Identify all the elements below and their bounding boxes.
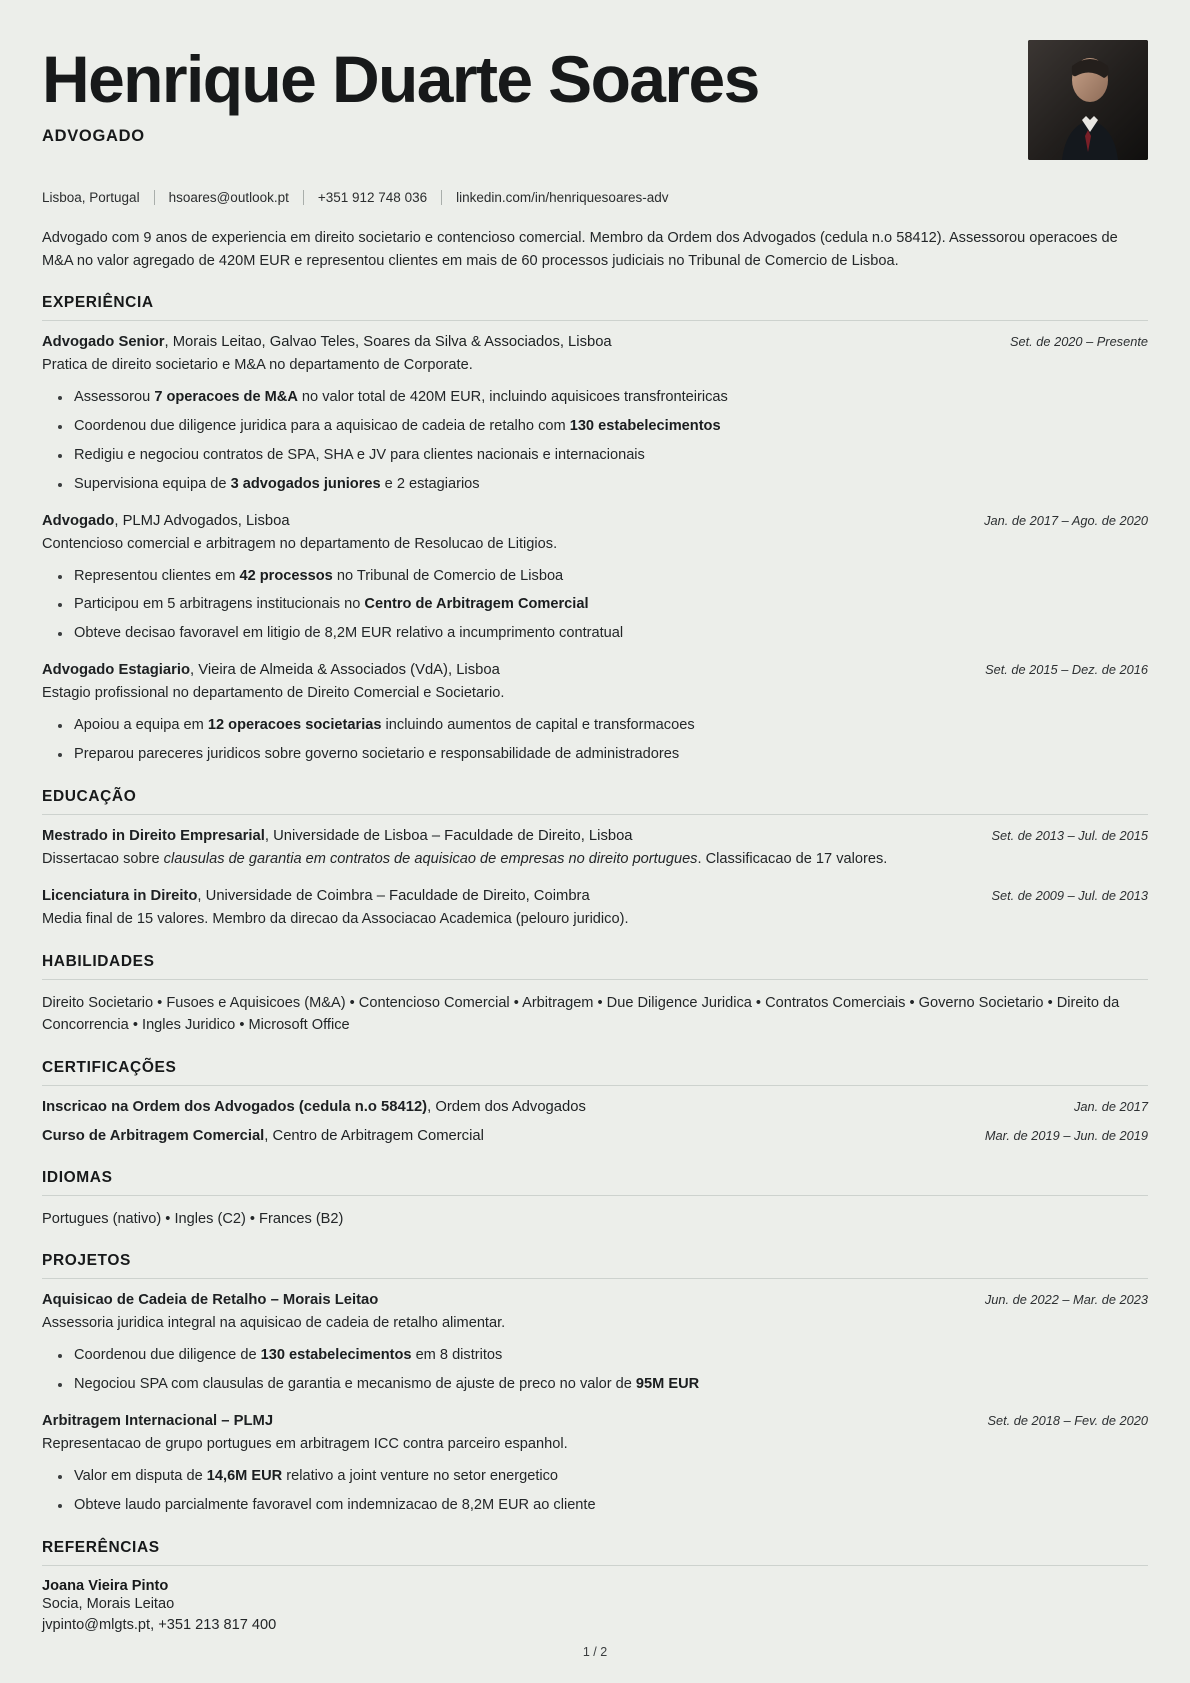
profile-photo-illustration bbox=[1028, 40, 1148, 160]
project-name: Arbitragem Internacional – PLMJ bbox=[42, 1412, 274, 1429]
entry-header bbox=[42, 827, 1148, 847]
education-entry-list bbox=[42, 827, 1148, 931]
project-description: Assessoria juridica integral na aquisicao de cadeia de retalho alimentar. bbox=[42, 1315, 506, 1332]
section-languages bbox=[42, 1169, 1148, 1231]
date-range: Jan. de 2017 – Ago. de 2020 bbox=[984, 512, 1148, 528]
certification-list bbox=[42, 1098, 1148, 1147]
contact-linkedin[interactable]: linkedin.com/in/henriquesoares-adv bbox=[456, 190, 669, 205]
education-entry bbox=[42, 827, 1148, 871]
certification-name: Inscricao na Ordem dos Advogados (cedula n.o 58412), Ordem dos Advogados bbox=[42, 1098, 586, 1115]
entry-header bbox=[42, 333, 1148, 353]
reference-contact[interactable]: jvpinto@mlgts.pt, +351 213 817 400 bbox=[42, 1617, 277, 1634]
job-role: Advogado Senior, Morais Leitao, Galvao Teles, Soares da Silva & Associados, Lisboa bbox=[42, 334, 612, 351]
list-item: Coordenou due diligence de 130 estabelecimentos em 8 distritos bbox=[74, 1345, 1148, 1367]
certification-name: Curso de Arbitragem Comercial, Centro de Arbitragem Comercial bbox=[42, 1127, 484, 1144]
entry-header bbox=[42, 1291, 1148, 1311]
certification-entry bbox=[42, 1127, 1148, 1147]
contact-divider-icon bbox=[441, 190, 442, 205]
reference-name: Joana Vieira Pinto bbox=[42, 1577, 169, 1594]
list-item: Valor em disputa de 14,6M EUR relativo a joint venture no setor energetico bbox=[74, 1466, 1148, 1488]
contact-email[interactable]: hsoares@outlook.pt bbox=[168, 190, 289, 205]
achievement-list bbox=[42, 387, 1148, 496]
date-range: Set. de 2009 – Jul. de 2013 bbox=[991, 887, 1148, 903]
contact-divider-icon bbox=[303, 190, 304, 205]
list-item: Participou em 5 arbitragens institucionais no Centro de Arbitragem Comercial bbox=[74, 594, 1148, 616]
list-item: Supervisiona equipa de 3 advogados juniores e 2 estagiarios bbox=[74, 474, 1148, 496]
degree-title: Mestrado in Direito Empresarial, Universidade de Lisboa – Faculdade de Direito, Lisboa bbox=[42, 827, 633, 844]
date-range: Jan. de 2017 bbox=[1073, 1098, 1148, 1114]
project-entry-list bbox=[42, 1291, 1148, 1516]
date-range: Set. de 2020 – Presente bbox=[1009, 334, 1148, 350]
section-title-languages: IDIOMAS bbox=[42, 1168, 113, 1186]
reference-entry bbox=[42, 1578, 1148, 1638]
section-divider bbox=[42, 1195, 1148, 1196]
project-entry bbox=[42, 1291, 1148, 1396]
languages-list: Portugues (nativo) • Ingles (C2) • Frances (B2) bbox=[42, 1210, 344, 1227]
contact-line bbox=[42, 190, 1148, 205]
degree-title: Licenciatura in Direito, Universidade de Coimbra – Faculdade de Direito, Coimbra bbox=[42, 887, 590, 904]
list-item: Negociou SPA com clausulas de garantia e mecanismo de ajuste de preco no valor de 95M EUR bbox=[74, 1374, 1148, 1396]
list-item: Assessorou 7 operacoes de M&A no valor total de 420M EUR, incluindo aquisicoes transfronteiricas bbox=[74, 387, 1148, 409]
section-title-experience: EXPERIÊNCIA bbox=[42, 294, 154, 312]
entry-header bbox=[42, 887, 1148, 907]
section-title-references: REFERÊNCIAS bbox=[42, 1538, 160, 1556]
project-entry bbox=[42, 1412, 1148, 1517]
reference-role: Socia, Morais Leitao bbox=[42, 1595, 175, 1612]
header-text-block bbox=[42, 40, 1012, 146]
experience-entry bbox=[42, 512, 1148, 646]
section-divider bbox=[42, 979, 1148, 980]
certification-entry bbox=[42, 1098, 1148, 1118]
section-divider bbox=[42, 1278, 1148, 1279]
date-range: Jun. de 2022 – Mar. de 2023 bbox=[984, 1292, 1148, 1308]
education-detail: Media final de 15 valores. Membro da direcao da Associacao Academica (pelouro juridico). bbox=[42, 910, 629, 927]
list-item: Preparou pareceres juridicos sobre governo societario e responsabilidade de administradores bbox=[74, 744, 1148, 766]
experience-entry-list bbox=[42, 333, 1148, 766]
contact-location: Lisboa, Portugal bbox=[42, 190, 140, 205]
section-education bbox=[42, 788, 1148, 931]
section-certifications bbox=[42, 1059, 1148, 1147]
job-role: Advogado, PLMJ Advogados, Lisboa bbox=[42, 512, 290, 529]
list-item: Obteve decisao favoravel em litigio de 8,2M EUR relativo a incumprimento contratual bbox=[74, 623, 1148, 645]
list-item: Coordenou due diligence juridica para a aquisicao de cadeia de retalho com 130 estabelecimentos bbox=[74, 416, 1148, 438]
section-references bbox=[42, 1539, 1148, 1638]
page-indicator: 1 / 2 bbox=[582, 1645, 608, 1659]
section-divider bbox=[42, 814, 1148, 815]
reference-list bbox=[42, 1578, 1148, 1638]
section-title-projects: PROJETOS bbox=[42, 1252, 131, 1270]
list-item: Apoiou a equipa em 12 operacoes societarias incluindo aumentos de capital e transformacoes bbox=[74, 715, 1148, 737]
section-experience bbox=[42, 294, 1148, 766]
section-title-education: EDUCAÇÃO bbox=[42, 787, 137, 805]
project-name: Aquisicao de Cadeia de Retalho – Morais Leitao bbox=[42, 1292, 379, 1309]
avatar bbox=[1028, 40, 1148, 160]
section-title-certifications: CERTIFICAÇÕES bbox=[42, 1058, 177, 1076]
entry-header bbox=[42, 1412, 1148, 1432]
experience-entry bbox=[42, 661, 1148, 766]
job-description: Pratica de direito societario e M&A no departamento de Corporate. bbox=[42, 357, 473, 374]
date-range: Set. de 2015 – Dez. de 2016 bbox=[985, 662, 1148, 678]
education-detail: Dissertacao sobre clausulas de garantia em contratos de aquisicao de empresas no direito portugues. Classificacao de 17 valores. bbox=[42, 850, 888, 867]
job-title: ADVOGADO bbox=[42, 127, 145, 146]
date-range: Mar. de 2019 – Jun. de 2019 bbox=[984, 1127, 1148, 1143]
page-title: Henrique Duarte Soares bbox=[42, 42, 759, 116]
contact-divider-icon bbox=[154, 190, 155, 205]
achievement-list bbox=[42, 1466, 1148, 1517]
section-divider bbox=[42, 1085, 1148, 1086]
education-entry bbox=[42, 887, 1148, 931]
job-description: Contencioso comercial e arbitragem no departamento de Resolucao de Litigios. bbox=[42, 535, 558, 552]
section-title-skills: HABILIDADES bbox=[42, 952, 155, 970]
achievement-list bbox=[42, 566, 1148, 646]
page-footer bbox=[0, 1645, 1190, 1659]
section-divider bbox=[42, 1565, 1148, 1566]
section-divider bbox=[42, 320, 1148, 321]
section-skills bbox=[42, 953, 1148, 1037]
skills-list: Direito Societario • Fusoes e Aquisicoes (M&A) • Contencioso Comercial • Arbitragem • Due Diligence Juridica • Contratos Comerciais • Governo Societario • Direito da Concorrencia • Ingles Juridico • Microsoft Office bbox=[42, 994, 1120, 1034]
achievement-list bbox=[42, 715, 1148, 766]
professional-summary: Advogado com 9 anos de experiencia em direito societario e contencioso comercial. Membro da Ordem dos Advogados (cedula n.o 58412). Assessorou operacoes de M&A no valor agregado de 420M EUR e representou clientes em mais de 60 processos judiciais no Tribunal de Comercio de Lisboa. bbox=[42, 230, 1118, 269]
contact-phone[interactable]: +351 912 748 036 bbox=[317, 190, 428, 205]
resume-header bbox=[42, 40, 1148, 160]
job-description: Estagio profissional no departamento de Direito Comercial e Societario. bbox=[42, 685, 505, 702]
achievement-list bbox=[42, 1345, 1148, 1396]
list-item: Obteve laudo parcialmente favoravel com indemnizacao de 8,2M EUR ao cliente bbox=[74, 1495, 1148, 1517]
project-description: Representacao de grupo portugues em arbitragem ICC contra parceiro espanhol. bbox=[42, 1435, 568, 1452]
date-range: Set. de 2018 – Fev. de 2020 bbox=[987, 1412, 1148, 1428]
list-item: Redigiu e negociou contratos de SPA, SHA e JV para clientes nacionais e internacionais bbox=[74, 445, 1148, 467]
date-range: Set. de 2013 – Jul. de 2015 bbox=[991, 827, 1148, 843]
list-item: Representou clientes em 42 processos no Tribunal de Comercio de Lisboa bbox=[74, 566, 1148, 588]
job-role: Advogado Estagiario, Vieira de Almeida & Associados (VdA), Lisboa bbox=[42, 662, 500, 679]
entry-header bbox=[42, 512, 1148, 532]
section-projects bbox=[42, 1252, 1148, 1516]
entry-header bbox=[42, 661, 1148, 681]
experience-entry bbox=[42, 333, 1148, 495]
